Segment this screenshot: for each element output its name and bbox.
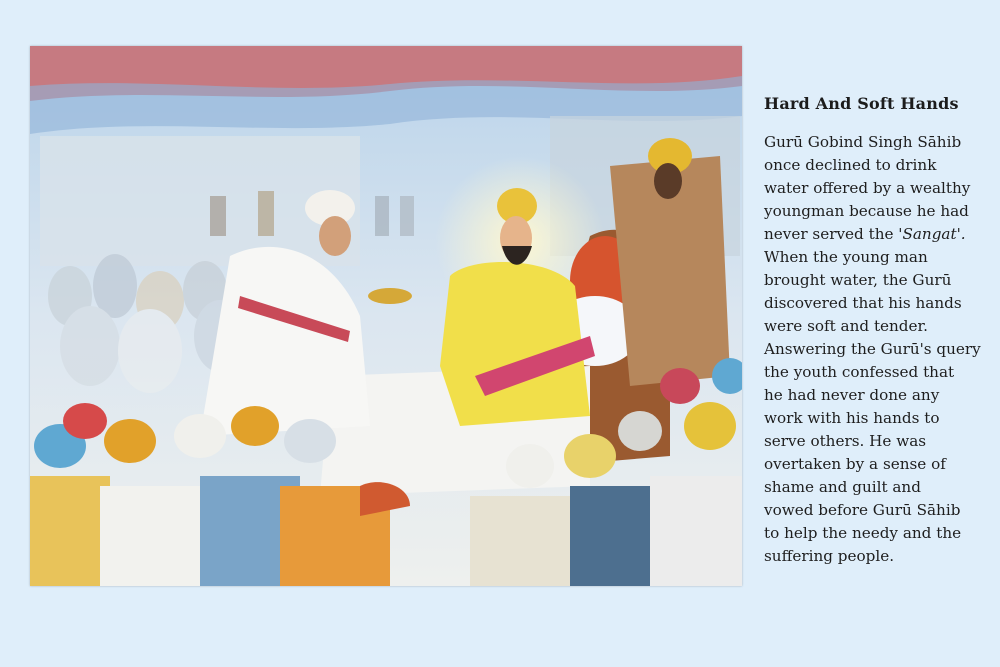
article-title: Hard And Soft Hands	[764, 94, 959, 113]
court-scene-painting	[30, 46, 742, 586]
article-line: youngman because he had	[764, 202, 969, 220]
article-line: water offered by a wealthy	[764, 179, 971, 197]
article-line: Answering the Gurū's query	[764, 340, 981, 358]
article-line: once declined to drink	[764, 156, 937, 174]
sangat-italic: 'Sangat'.	[898, 225, 966, 243]
article-line: shame and guilt and	[764, 478, 921, 496]
article-line: the youth confessed that	[764, 363, 955, 381]
painting-illustration	[30, 46, 742, 586]
article-line: work with his hands to	[764, 409, 940, 427]
article-line: discovered that his hands	[764, 294, 962, 312]
article-line: never served the 'Sangat'.	[764, 225, 966, 243]
article-line: to help the needy and the	[764, 524, 962, 542]
article-body	[760, 131, 992, 568]
article-line: Gurū Gobind Singh Sāhib	[764, 133, 962, 151]
article-line: he had never done any	[764, 386, 940, 404]
article-line: were soft and tender.	[764, 317, 928, 335]
article-text-panel	[760, 94, 992, 568]
article-line: serve others. He was	[764, 432, 927, 450]
article-line: overtaken by a sense of	[764, 455, 946, 473]
article-line: suffering people.	[764, 547, 895, 565]
article-line: brought water, the Gurū	[764, 271, 952, 289]
article-line: vowed before Gurū Sāhib	[764, 501, 961, 519]
article-line: When the young man	[764, 248, 928, 266]
